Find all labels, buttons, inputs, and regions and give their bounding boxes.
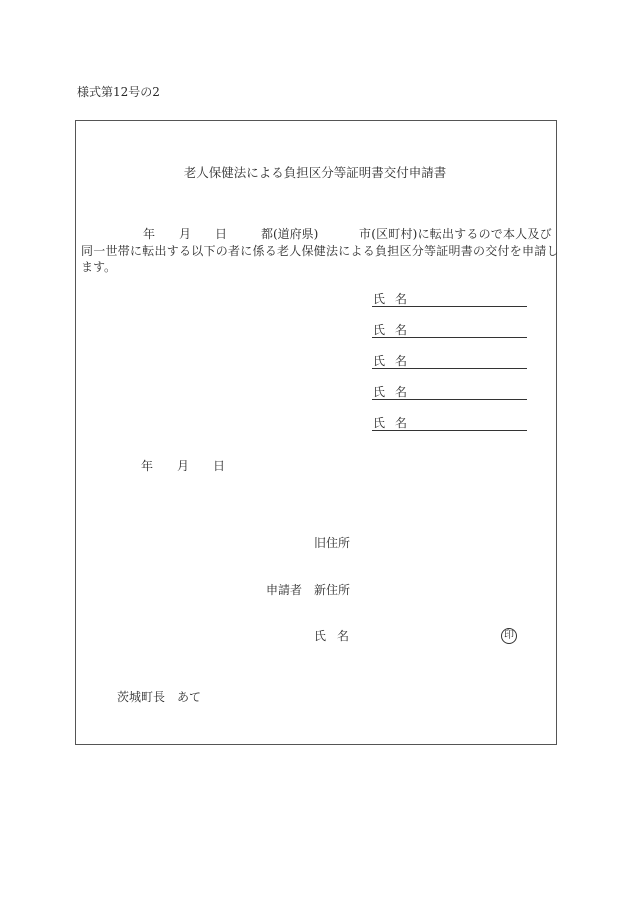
city-label-text: 市(区町村)に転出するので本人及び (359, 227, 552, 241)
name-label-a: 氏 (373, 385, 386, 399)
transfer-day-label: 日 (215, 227, 228, 241)
applicant-name-label-a: 氏 (314, 629, 327, 643)
form-box (75, 120, 557, 745)
name-field-2[interactable] (372, 321, 527, 338)
name-label-a: 氏 (373, 323, 386, 337)
applicant-label: 申請者 (266, 583, 303, 597)
transfer-year-label: 年 (143, 227, 156, 241)
date-day-label: 日 (213, 459, 226, 473)
date-month-label: 月 (177, 459, 190, 473)
addressee-suffix: あて (177, 690, 202, 704)
name-field-4[interactable] (372, 383, 527, 400)
name-label-a: 氏 (373, 292, 386, 306)
name-field-3[interactable] (372, 352, 527, 369)
old-address-label: 旧住所 (314, 536, 351, 550)
seal-icon: 印 (501, 628, 517, 644)
applicant-name-label-b: 名 (337, 629, 350, 643)
name-label-b: 名 (395, 354, 408, 368)
name-label-b: 名 (395, 385, 408, 399)
addressee-name: 茨城町長 (117, 690, 166, 704)
date-year-label: 年 (141, 459, 154, 473)
name-label-a: 氏 (373, 354, 386, 368)
transfer-month-label: 月 (179, 227, 192, 241)
name-field-1[interactable] (372, 290, 527, 307)
name-field-5[interactable] (372, 414, 527, 431)
prefecture-label: 都(道府県) (261, 227, 319, 241)
form-number: 様式第12号の2 (77, 85, 160, 99)
new-address-label: 新住所 (314, 583, 351, 597)
name-label-b: 名 (395, 323, 408, 337)
name-label-b: 名 (395, 292, 408, 306)
paragraph-line-3: ます。 (81, 260, 117, 274)
name-label-b: 名 (395, 416, 408, 430)
paragraph-line-2: 同一世帯に転出する以下の者に係る老人保健法による負担区分等証明書の交付を申請し (81, 244, 559, 258)
name-label-a: 氏 (373, 416, 386, 430)
form-title: 老人保健法による負担区分等証明書交付申請書 (183, 165, 447, 180)
